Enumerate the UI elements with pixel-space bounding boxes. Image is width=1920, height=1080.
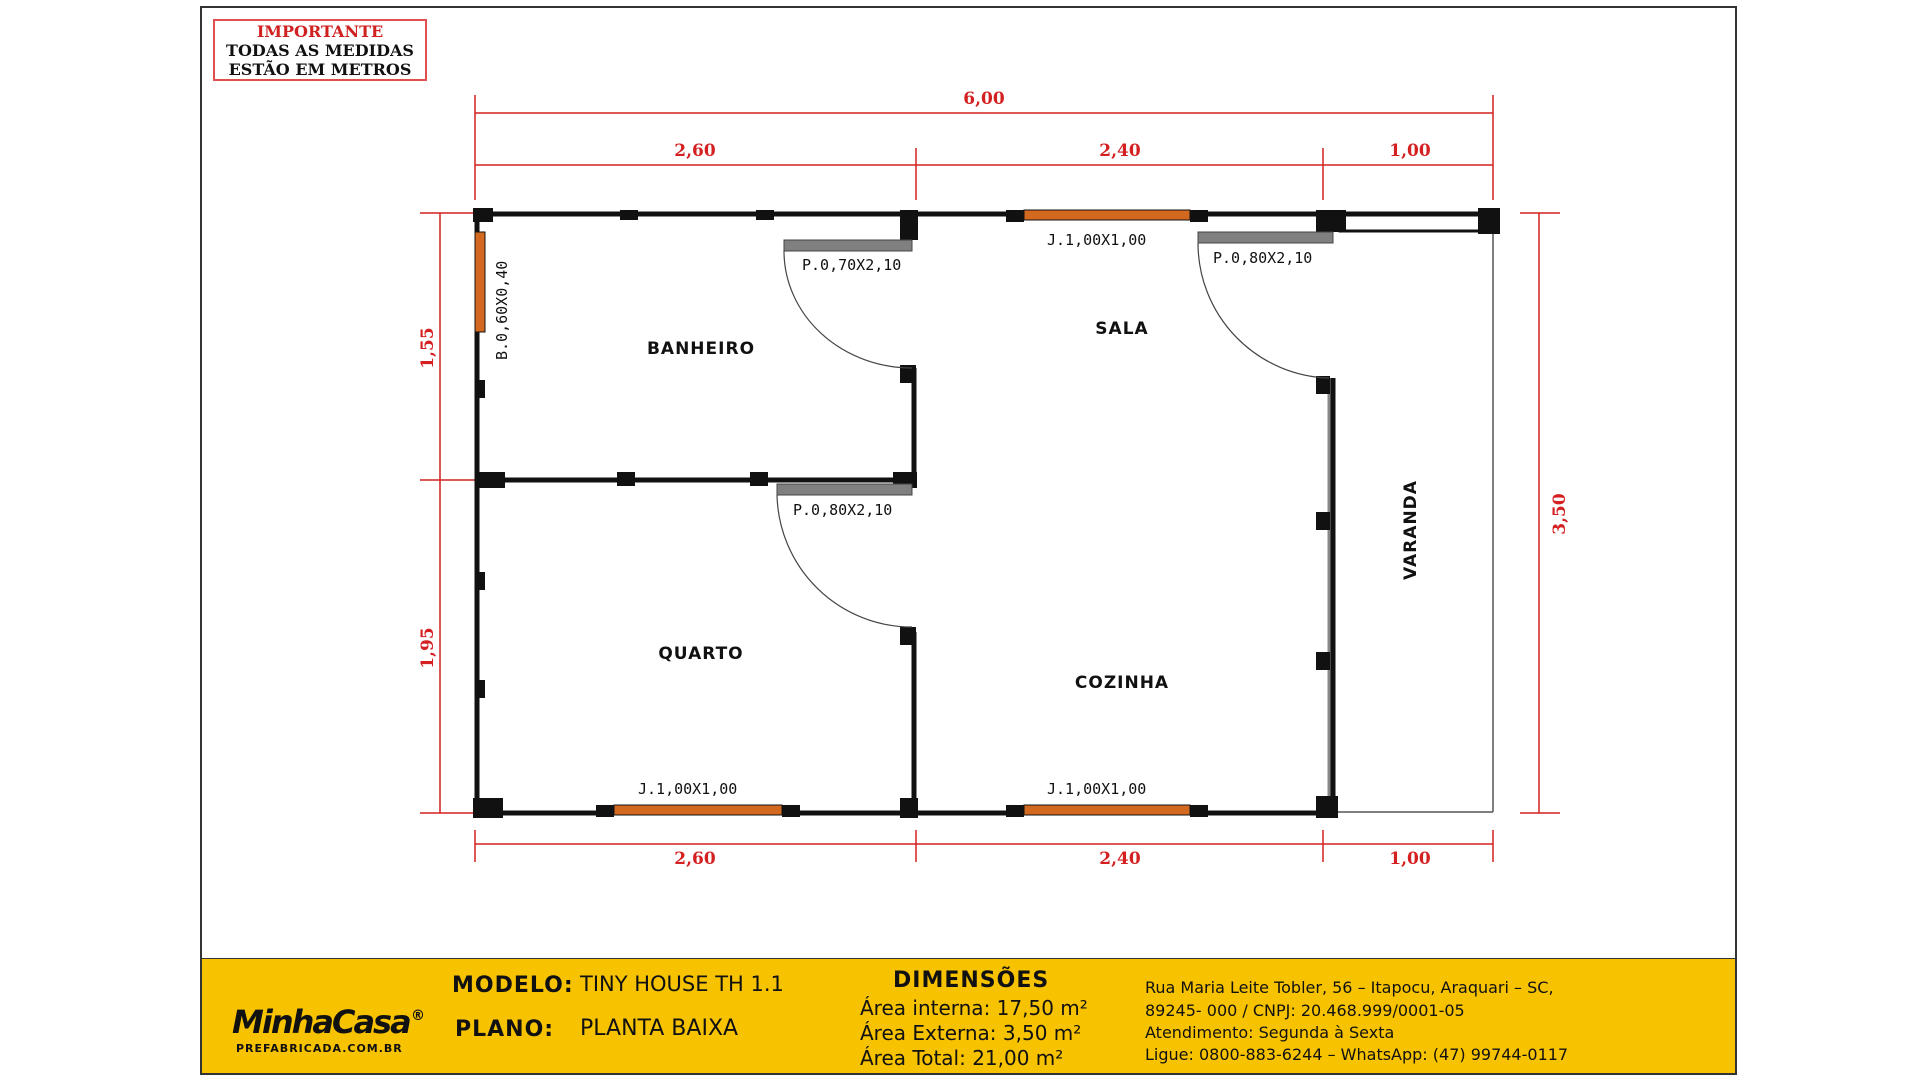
logo: MinhaCasa <box>232 1003 410 1041</box>
quarto-door-leaf <box>777 484 912 495</box>
notice-line3: ESTÃO EM METROS <box>228 60 412 79</box>
room-quarto: QUARTO <box>658 644 744 664</box>
contact-phone: Ligue: 0800-883-6244 – WhatsApp: (47) 99744-0117 <box>1145 1045 1569 1064</box>
notice-line2: TODAS AS MEDIDAS <box>226 41 414 60</box>
quarto-window-label: J.1,00X1,00 <box>638 780 738 798</box>
important-notice <box>213 19 427 81</box>
area-total: Área Total: 21,00 m² <box>860 1046 1064 1070</box>
quarto-door-label: P.0,80X2,10 <box>793 501 893 519</box>
address-line2: 89245- 000 / CNPJ: 20.468.999/0001-05 <box>1145 1001 1465 1020</box>
door-swings <box>777 243 1329 627</box>
cozinha-window-label: J.1,00X1,00 <box>1047 780 1147 798</box>
room-banheiro: BANHEIRO <box>646 339 756 359</box>
dim-bottom-middle: 2,40 <box>1099 849 1141 869</box>
business-hours: Atendimento: Segunda à Sexta <box>1145 1023 1395 1042</box>
area-externa: Área Externa: 3,50 m² <box>860 1021 1082 1045</box>
cozinha-window <box>1024 805 1190 815</box>
dim-left-lower: 1,95 <box>418 627 438 669</box>
room-sala: SALA <box>1095 319 1149 339</box>
room-varanda: VARANDA <box>1401 480 1421 580</box>
entry-door-leaf <box>1198 232 1333 243</box>
bath-window <box>475 232 485 332</box>
sala-window <box>1024 210 1190 220</box>
plano-label: PLANO: <box>455 1017 555 1042</box>
bath-window-label: B.0,60X0,40 <box>493 260 511 360</box>
registered-mark: ® <box>411 1008 425 1024</box>
dim-top-middle: 2,40 <box>1099 141 1141 161</box>
room-cozinha: COZINHA <box>1074 673 1170 693</box>
dim-left-upper: 1,55 <box>418 327 438 369</box>
walls <box>475 212 1498 815</box>
dim-bottom-left: 2,60 <box>674 849 716 869</box>
sheet-border <box>201 7 1736 1074</box>
bath-door-leaf <box>784 240 912 251</box>
dim-bottom-right: 1,00 <box>1389 849 1431 869</box>
dim-total-width: 6,00 <box>963 89 1005 109</box>
dim-right-total: 3,50 <box>1550 493 1570 535</box>
dimensions-title: DIMENSÕES <box>893 968 1050 993</box>
bath-door-label: P.0,70X2,10 <box>802 256 902 274</box>
sala-window-label: J.1,00X1,00 <box>1047 231 1147 249</box>
wall-posts <box>473 208 1500 818</box>
area-interna: Área interna: 17,50 m² <box>860 996 1088 1020</box>
dim-top-right: 1,00 <box>1389 141 1431 161</box>
plano-value: PLANTA BAIXA <box>580 1016 739 1041</box>
modelo-label: MODELO: <box>452 973 574 998</box>
quarto-window <box>614 805 782 815</box>
notice-title: IMPORTANTE <box>256 22 384 41</box>
address-line1: Rua Maria Leite Tobler, 56 – Itapocu, Araquari – SC, <box>1145 978 1554 997</box>
dim-top-left: 2,60 <box>674 141 716 161</box>
entry-door-label: P.0,80X2,10 <box>1213 249 1313 267</box>
modelo-value: TINY HOUSE TH 1.1 <box>580 972 784 996</box>
logo-subtitle: PREFABRICADA.COM.BR <box>236 1042 403 1055</box>
